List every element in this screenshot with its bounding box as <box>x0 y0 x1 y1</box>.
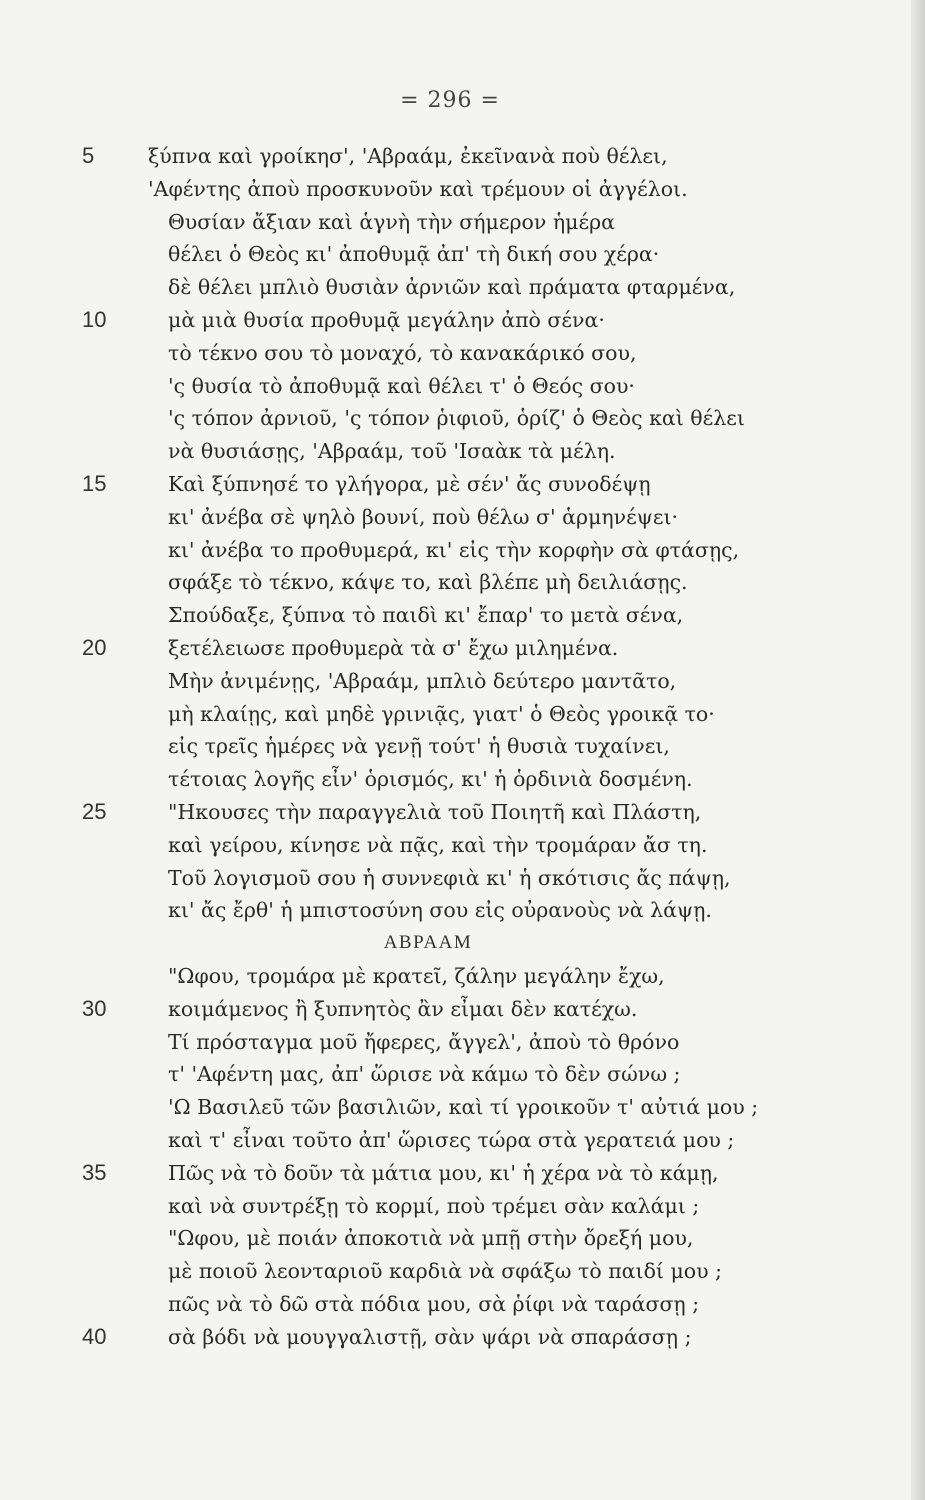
poem-line <box>0 1288 925 1321</box>
line-text: σὰ βόδι νὰ μουγγαλιστῇ, σὰν ψάρι νὰ σπαράσσῃ ; <box>168 1324 692 1349</box>
poem-line <box>0 566 925 599</box>
poem-line <box>0 1026 925 1059</box>
section-heading: ΑΒΡΑΑΜ <box>383 932 473 954</box>
line-text: 'ς τόπον ἀρνιοῦ, 'ς τόπον ῥιφιοῦ, ὁρίζ' ὁ Θεὸς καὶ θέλει <box>168 406 745 431</box>
line-text: Σπούδαξε, ξύπνα τὸ παιδὶ κι' ἔπαρ' το μετὰ σένα, <box>168 603 684 628</box>
poem-line <box>0 337 925 370</box>
line-text: "Ωφου, μὲ ποιάν ἀποκοτιὰ νὰ μπῇ στὴν ὄρεξή μου, <box>168 1226 694 1251</box>
poem-line <box>0 501 925 534</box>
poem-line <box>0 862 925 895</box>
poem-line <box>0 468 925 501</box>
poem-line <box>0 632 925 665</box>
poem-line <box>0 271 925 304</box>
poem-line <box>0 435 925 468</box>
poem-line <box>0 829 925 862</box>
line-text: μὰ μιὰ θυσία προθυμᾷ μεγάλην ἀπὸ σένα· <box>168 307 605 332</box>
line-text: Πῶς νὰ τὸ δοῦν τὰ μάτια μου, κι' ἡ χέρα νὰ τὸ κάμῃ, <box>168 1160 719 1185</box>
line-text: μὴ κλαίῃς, καὶ μηδὲ γρινιᾷς, γιατ' ὁ Θεὸς γροικᾷ το· <box>168 701 715 726</box>
poem-line <box>0 1091 925 1124</box>
poem-line <box>0 402 925 435</box>
line-text: μὲ ποιοῦ λεονταριοῦ καρδιὰ νὰ σφάξω τὸ παιδί μου ; <box>168 1259 723 1284</box>
line-number: 5 <box>82 143 95 168</box>
poem-line <box>0 960 925 993</box>
line-text: Μὴν ἀνιμένῃς, 'Αβραάμ, μπλιὸ δεύτερο μαντᾶτο, <box>168 668 677 693</box>
line-text: τέτοιας λογῆς εἶν' ὁρισμός, κι' ἡ ὁρδινιὰ δοσμένη. <box>168 767 693 792</box>
line-number: 20 <box>82 634 107 660</box>
poem-line <box>0 173 925 206</box>
poem-line <box>0 730 925 763</box>
poem-line <box>0 1058 925 1091</box>
line-text: καὶ νὰ συντρέξῃ τὸ κορμί, ποὺ τρέμει σὰν καλάμι ; <box>168 1193 700 1218</box>
line-text: σφάξε τὸ τέκνο, κάψε το, καὶ βλέπε μὴ δειλιάσῃς. <box>168 570 688 595</box>
poem-line <box>0 304 925 337</box>
line-number: 15 <box>82 470 107 496</box>
poem-body <box>0 140 925 1353</box>
poem-line <box>0 763 925 796</box>
poem-line <box>0 206 925 239</box>
line-number: 40 <box>82 1323 107 1349</box>
poem-line <box>0 599 925 632</box>
poem-line <box>0 238 925 271</box>
line-text: 'Αφέντης ἀποὺ προσκυνοῦν καὶ τρέμουν οἱ ἀγγέλοι. <box>148 176 688 201</box>
line-text: τὸ τέκνο σου τὸ μοναχό, τὸ κανακάρικό σου, <box>168 340 637 365</box>
line-text: Τί πρόσταγμα μοῦ ἤφερες, ἄγγελ', ἀποὺ τὸ θρόνο <box>168 1029 680 1054</box>
line-text: Τοῦ λογισμοῦ σου ἡ συννεφιὰ κι' ἡ σκότισις ἄς πάψῃ, <box>168 865 731 890</box>
line-text: εἰς τρεῖς ἡμέρες νὰ γενῇ τούτ' ἡ θυσιὰ τυχαίνει, <box>168 734 670 759</box>
poem-line <box>0 534 925 567</box>
line-text: κι' ἄς ἔρθ' ἡ μπιστοσύνη σου εἰς οὐρανοὺς νὰ λάψῃ. <box>168 898 712 923</box>
line-text: Καὶ ξύπνησέ το γλήγορα, μὲ σέν' ἄς συνοδέψῃ <box>168 471 651 496</box>
line-text: θέλει ὁ Θεὸς κι' ἀποθυμᾷ ἀπ' τὴ δική σου χέρα· <box>168 242 660 267</box>
line-text: καὶ τ' εἶναι τοῦτο ἀπ' ὥρισες τώρα στὰ γερατειά μου ; <box>168 1127 735 1152</box>
line-text: κι' ἀνέβα σὲ ψηλὸ βουνί, ποὺ θέλω σ' ἁρμηνέψει· <box>168 504 679 529</box>
line-text: "Ηκουσες τὴν παραγγελιὰ τοῦ Ποιητῆ καὶ Πλάστη, <box>168 799 702 824</box>
line-number: 30 <box>82 995 107 1021</box>
poem-line <box>0 1157 925 1190</box>
poem-line <box>0 1321 925 1354</box>
line-number: 10 <box>82 306 107 332</box>
line-text: πῶς νὰ τὸ δῶ στὰ πόδια μου, σὰ ῥίφι νὰ ταράσσῃ ; <box>168 1291 700 1316</box>
line-text: ξύπνα καὶ γροίκησ', 'Αβραάμ, ἐκεῖνανὰ ποὺ θέλει, <box>148 144 668 168</box>
poem-line <box>0 993 925 1026</box>
line-text: 'ς θυσία τὸ ἀποθυμᾷ καὶ θέλει τ' ὁ Θεός σου· <box>168 373 635 398</box>
line-text: νὰ θυσιάσῃς, 'Αβραάμ, τοῦ 'Ισαὰκ τὰ μέλη. <box>168 439 616 464</box>
line-number: 25 <box>82 798 107 824</box>
line-text: Θυσίαν ἄξιαν καὶ ἁγνὴ τὴν σήμερον ἡμέρα <box>168 209 615 234</box>
line-text: δὲ θέλει μπλιὸ θυσιὰν ἀρνιῶν καὶ πράματα φταρμένα, <box>168 275 736 300</box>
line-text: "Ωφου, τρομάρα μὲ κρατεῖ, ζάλην μεγάλην ἔχω, <box>168 963 665 988</box>
poem-line <box>0 1190 925 1223</box>
page-number: = 296 = <box>400 88 500 113</box>
line-text: καὶ γείρου, κίνησε νὰ πᾷς, καὶ τὴν τρομάραν ἄσ τη. <box>168 832 708 857</box>
poem-line <box>0 370 925 403</box>
poem-line <box>0 1124 925 1157</box>
poem-line <box>0 1222 925 1255</box>
line-text: ξετέλειωσε προθυμερὰ τὰ σ' ἔχω μιλημένα. <box>168 635 619 660</box>
poem-line <box>0 665 925 698</box>
poem-line <box>0 698 925 731</box>
poem-line <box>0 894 925 927</box>
heading-line <box>0 927 925 960</box>
poem-line <box>0 1255 925 1288</box>
line-text: κι' ἀνέβα το προθυμερά, κι' εἰς τὴν κορφὴν σὰ φτάσῃς, <box>168 537 740 562</box>
line-text: κοιμάμενος ἢ ξυπνητὸς ἂν εἶμαι δὲν κατέχω. <box>168 996 638 1021</box>
poem-line <box>0 796 925 829</box>
line-number: 35 <box>82 1159 107 1185</box>
poem-line <box>0 140 925 173</box>
line-text: τ' 'Αφέντη μας, ἀπ' ὥρισε νὰ κάμω τὸ δὲν σώνω ; <box>168 1062 681 1087</box>
line-text: 'Ω Βασιλεῦ τῶν βασιλιῶν, καὶ τί γροικοῦν τ' αὐτιά μου ; <box>168 1095 759 1120</box>
